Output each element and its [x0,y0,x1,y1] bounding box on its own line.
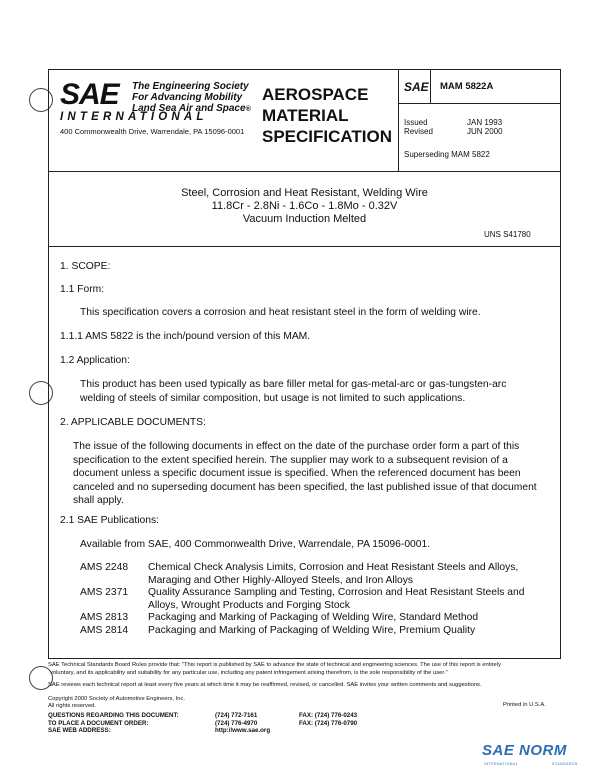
revised-date: JUN 2000 [467,127,503,136]
notice-line: SAE Technical Standards Board Rules provide that: "This report is published by SAE to advance the state of technical and engineering sciences. The use of this report is entirely [48,662,501,668]
text-line: shall apply. [73,495,124,506]
society-address: 400 Commonwealth Drive, Warrendale, PA 15096-0001 [60,127,245,136]
spec-type-title [262,84,392,147]
uns-number: UNS S41780 [484,230,531,239]
title-divider [48,246,561,247]
issued-label: Issued [404,118,428,127]
section-sae-publications: 2.1 SAE Publications: [60,515,160,526]
technical-board-notice [48,662,568,677]
reference-code: AMS 2248 [80,562,129,573]
material-title [48,187,561,226]
doc-number-divider [398,103,561,104]
section-scope: 1. SCOPE: [60,261,111,272]
superseding-note: Superseding MAM 5822 [404,150,490,159]
text-line: specification to the extent specified herein. The supplier may work to a subsequent revision of a [73,454,508,466]
title-line: 11.8Cr - 2.8Ni - 1.6Co - 1.8Mo - 0.32V [211,200,398,212]
copyright-text: Copyright 2000 Society of Automotive Engineers, Inc. [48,696,185,702]
section-form: 1.1 Form: [60,284,105,295]
rights-text: All rights reserved. [48,703,97,709]
reference-title: Chemical Check Analysis Limits, Corrosion and Heat Resistant Steels and Alloys, Maraging and Other Highly-Alloyed Steels, and Iron Alloys [148,562,519,586]
reference-item [80,612,550,625]
reference-item [80,562,550,587]
contact-phone: (724) 776-4970 [215,719,258,727]
contact-label: QUESTIONS REGARDING THIS DOCUMENT: [48,712,179,719]
contact-fax: FAX: (724) 776-0243 [299,712,358,719]
sae-availability-text: Available from SAE, 400 Commonwealth Drive, Warrendale, PA 15096-0001. [80,539,431,550]
application-text [80,378,506,405]
contact-fax: FAX: (724) 776-0790 [299,719,358,727]
printed-in: Printed in U.S.A. [503,702,546,708]
reference-item [80,625,550,638]
text-line: welding of steels of similar composition, but usage is not limited to such applications. [80,392,466,404]
contact-table [48,712,468,735]
text-line: This product has been used typically as bare filler metal for gas-metal-arc or gas-tungsten-arc [80,379,507,390]
contact-phone: (724) 772-7161 [215,712,258,719]
tagline-line: Land Sea Air and Space [132,103,246,114]
contact-row [48,712,468,720]
title-line: Steel, Corrosion and Heat Resistant, Welding Wire [181,187,428,199]
spec-line: MATERIAL [262,106,349,125]
applicable-docs-text [73,440,537,508]
issued-date: JAN 1993 [467,118,503,127]
society-tagline [132,81,251,115]
watermark-international: INTERNATIONAL [484,762,519,766]
reference-code: AMS 2371 [80,587,129,598]
section-application: 1.2 Application: [60,355,130,366]
spec-line: AEROSPACE [262,85,369,104]
notice-line: voluntary, and its applicability and suitability for any particular use, including any patent infringement arising therefrom, is the sole responsibility of the user." [50,669,448,676]
reference-code: AMS 2813 [80,612,129,623]
reference-list [80,562,550,637]
contact-row [48,727,468,735]
text-line: canceled and no superseding document has been specified, the last published issue of that document [73,481,537,493]
reference-code: AMS 2814 [80,624,129,636]
contact-web[interactable]: http://www.sae.org [215,727,271,734]
reference-title: Packaging and Marking of Packaging of Welding Wire, Standard Method [148,612,479,623]
registered-mark: ® [245,106,251,113]
watermark-title: SAE NORM [482,742,567,759]
small-sae-logo: SAE [404,80,429,94]
title-line: Vacuum Induction Melted [242,213,367,225]
text-line: The issue of the following documents in effect on the date of the purchase order form a part of this [73,441,520,452]
spec-box-divider [398,69,399,171]
spec-line: SPECIFICATION [262,127,393,146]
contact-label: TO PLACE A DOCUMENT ORDER: [48,719,149,727]
sae-logo [60,78,130,110]
contact-row [48,720,468,728]
section-applicable-docs: 2. APPLICABLE DOCUMENTS: [60,417,206,428]
section-inch-pound: 1.1.1 AMS 5822 is the inch/pound version of this MAM. [60,331,311,342]
doc-logo-divider [430,69,431,103]
international-label: INTERNATIONAL [60,111,208,123]
revised-label: Revised [404,127,433,136]
tagline-line: The Engineering Society [132,81,249,92]
reference-title: Packaging and Marking of Packaging of Welding Wire, Premium Quality [148,624,476,636]
contact-label: SAE WEB ADDRESS: [48,727,111,734]
review-notice: SAE reviews each technical report at least every five years at which time it may be reaffirmed, revised, or cancelled. SAE invites your written comments and suggestions. [48,682,482,688]
header-divider [48,171,561,172]
reference-item [80,587,550,612]
document-number: MAM 5822A [440,81,494,92]
watermark-standards: STANDARDS [552,762,578,766]
text-line: document unless a specific document issue is specified. When the referenced document has been [73,468,521,479]
sae-logo-text: SAE [60,78,119,111]
reference-title: Quality Assurance Sampling and Testing, Corrosion and Heat Resistant Steels and Alloys, Wrought Products and Forging Stock [148,587,525,611]
form-text: This specification covers a corrosion and heat resistant steel in the form of welding wire. [80,307,481,318]
sae-norm-watermark [482,742,597,772]
tagline-line: For Advancing Mobility [132,92,243,103]
